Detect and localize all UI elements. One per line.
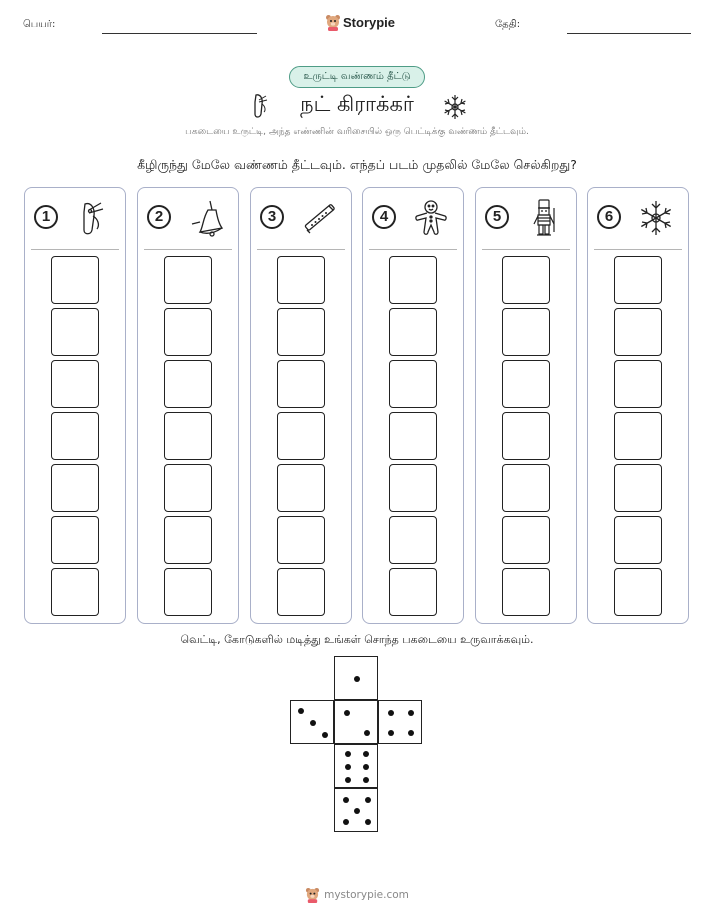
brand-name: Storypie	[343, 14, 396, 30]
column-number: 6	[597, 205, 621, 229]
color-box[interactable]	[164, 308, 212, 356]
color-box[interactable]	[389, 308, 437, 356]
color-box[interactable]	[51, 568, 99, 616]
color-box[interactable]	[614, 516, 662, 564]
die-pip	[363, 751, 369, 757]
color-box[interactable]	[502, 412, 550, 460]
snowflake-icon	[636, 198, 676, 238]
die-pip	[298, 708, 304, 714]
footer	[0, 887, 714, 906]
color-box[interactable]	[614, 464, 662, 512]
instruction: கீழிருந்து மேலே வண்ணம் தீட்டவும். எந்தப் படம் முதலில் மேலே செல்கிறது?	[137, 157, 577, 172]
die-pip	[345, 777, 351, 783]
color-box[interactable]	[164, 568, 212, 616]
column-divider	[482, 249, 570, 250]
column-3	[250, 187, 352, 624]
column-2	[137, 187, 239, 624]
die-face-1	[334, 656, 378, 700]
die-net	[290, 656, 424, 834]
color-box[interactable]	[277, 412, 325, 460]
bear-logo-icon	[325, 14, 341, 31]
column-number: 4	[372, 205, 396, 229]
color-box[interactable]	[389, 568, 437, 616]
snowflake-icon	[441, 93, 469, 121]
color-box[interactable]	[502, 360, 550, 408]
name-label: பெயர்:	[23, 19, 56, 30]
die-face-5	[334, 788, 378, 832]
die-pip	[345, 751, 351, 757]
die-pip	[364, 730, 370, 736]
color-box[interactable]	[51, 516, 99, 564]
page-title: நட் கிராக்கர்	[300, 92, 414, 116]
color-box[interactable]	[502, 256, 550, 304]
die-face-3	[290, 700, 334, 744]
die-pip	[408, 730, 414, 736]
color-box[interactable]	[277, 308, 325, 356]
column-divider	[369, 249, 457, 250]
color-box[interactable]	[502, 568, 550, 616]
color-box[interactable]	[389, 516, 437, 564]
color-box[interactable]	[277, 464, 325, 512]
die-face-2	[334, 700, 378, 744]
die-pip	[365, 797, 371, 803]
die-pip	[363, 764, 369, 770]
color-box[interactable]	[51, 464, 99, 512]
column-1	[24, 187, 126, 624]
color-box[interactable]	[164, 516, 212, 564]
die-pip	[388, 730, 394, 736]
column-divider	[144, 249, 232, 250]
column-number: 3	[260, 205, 284, 229]
die-pip	[408, 710, 414, 716]
date-label: தேதி:	[495, 19, 521, 30]
color-box[interactable]	[614, 412, 662, 460]
die-pip	[363, 777, 369, 783]
die-face-6	[334, 744, 378, 788]
color-box[interactable]	[164, 464, 212, 512]
color-box[interactable]	[389, 464, 437, 512]
die-face-4	[378, 700, 422, 744]
ballet-shoe-icon	[73, 198, 113, 238]
color-box[interactable]	[277, 516, 325, 564]
die-pip	[354, 808, 360, 814]
column-6	[587, 187, 689, 624]
die-pip	[365, 819, 371, 825]
color-box[interactable]	[614, 256, 662, 304]
column-number: 5	[485, 205, 509, 229]
brand-logo	[325, 13, 395, 31]
color-box[interactable]	[389, 412, 437, 460]
nutcracker-icon	[524, 198, 564, 238]
die-pip	[343, 819, 349, 825]
color-box[interactable]	[502, 464, 550, 512]
color-box[interactable]	[164, 360, 212, 408]
color-box[interactable]	[614, 568, 662, 616]
bear-logo-icon	[305, 887, 320, 903]
color-box[interactable]	[51, 308, 99, 356]
color-box[interactable]	[389, 360, 437, 408]
die-pip	[345, 764, 351, 770]
subtitle: பகடையை உருட்டி, அந்த எண்ணின் வரிசையில் ஒரு பெட்டிக்கு வண்ணம் தீட்டவும்.	[185, 127, 529, 137]
gingerbread-man-icon	[411, 198, 451, 238]
color-box[interactable]	[389, 256, 437, 304]
column-number: 2	[147, 205, 171, 229]
activity-tag: உருட்டி வண்ணம் தீட்டு	[289, 66, 425, 88]
die-pip	[354, 676, 360, 682]
die-pip	[388, 710, 394, 716]
color-box[interactable]	[614, 308, 662, 356]
color-box[interactable]	[277, 256, 325, 304]
date-line[interactable]	[567, 33, 691, 34]
color-box[interactable]	[502, 516, 550, 564]
column-divider	[31, 249, 119, 250]
color-box[interactable]	[277, 568, 325, 616]
die-pip	[344, 710, 350, 716]
color-box[interactable]	[164, 256, 212, 304]
color-box[interactable]	[51, 360, 99, 408]
column-number: 1	[34, 205, 58, 229]
color-box[interactable]	[164, 412, 212, 460]
column-5	[475, 187, 577, 624]
footer-url[interactable]: mystorypie.com	[324, 889, 409, 901]
cut-instruction: வெட்டி, கோடுகளில் மடித்து உங்கள் சொந்த பகடையை உருவாக்கவும்.	[180, 633, 534, 646]
die-pip	[343, 797, 349, 803]
color-box[interactable]	[502, 308, 550, 356]
color-box[interactable]	[51, 256, 99, 304]
column-divider	[257, 249, 345, 250]
die-pip	[310, 720, 316, 726]
die-pip	[322, 732, 328, 738]
column-divider	[594, 249, 682, 250]
color-box[interactable]	[614, 360, 662, 408]
column-4	[362, 187, 464, 624]
color-box[interactable]	[51, 412, 99, 460]
name-line[interactable]	[102, 33, 257, 34]
bell-icon	[186, 198, 226, 238]
color-box[interactable]	[277, 360, 325, 408]
flute-icon	[299, 198, 339, 238]
